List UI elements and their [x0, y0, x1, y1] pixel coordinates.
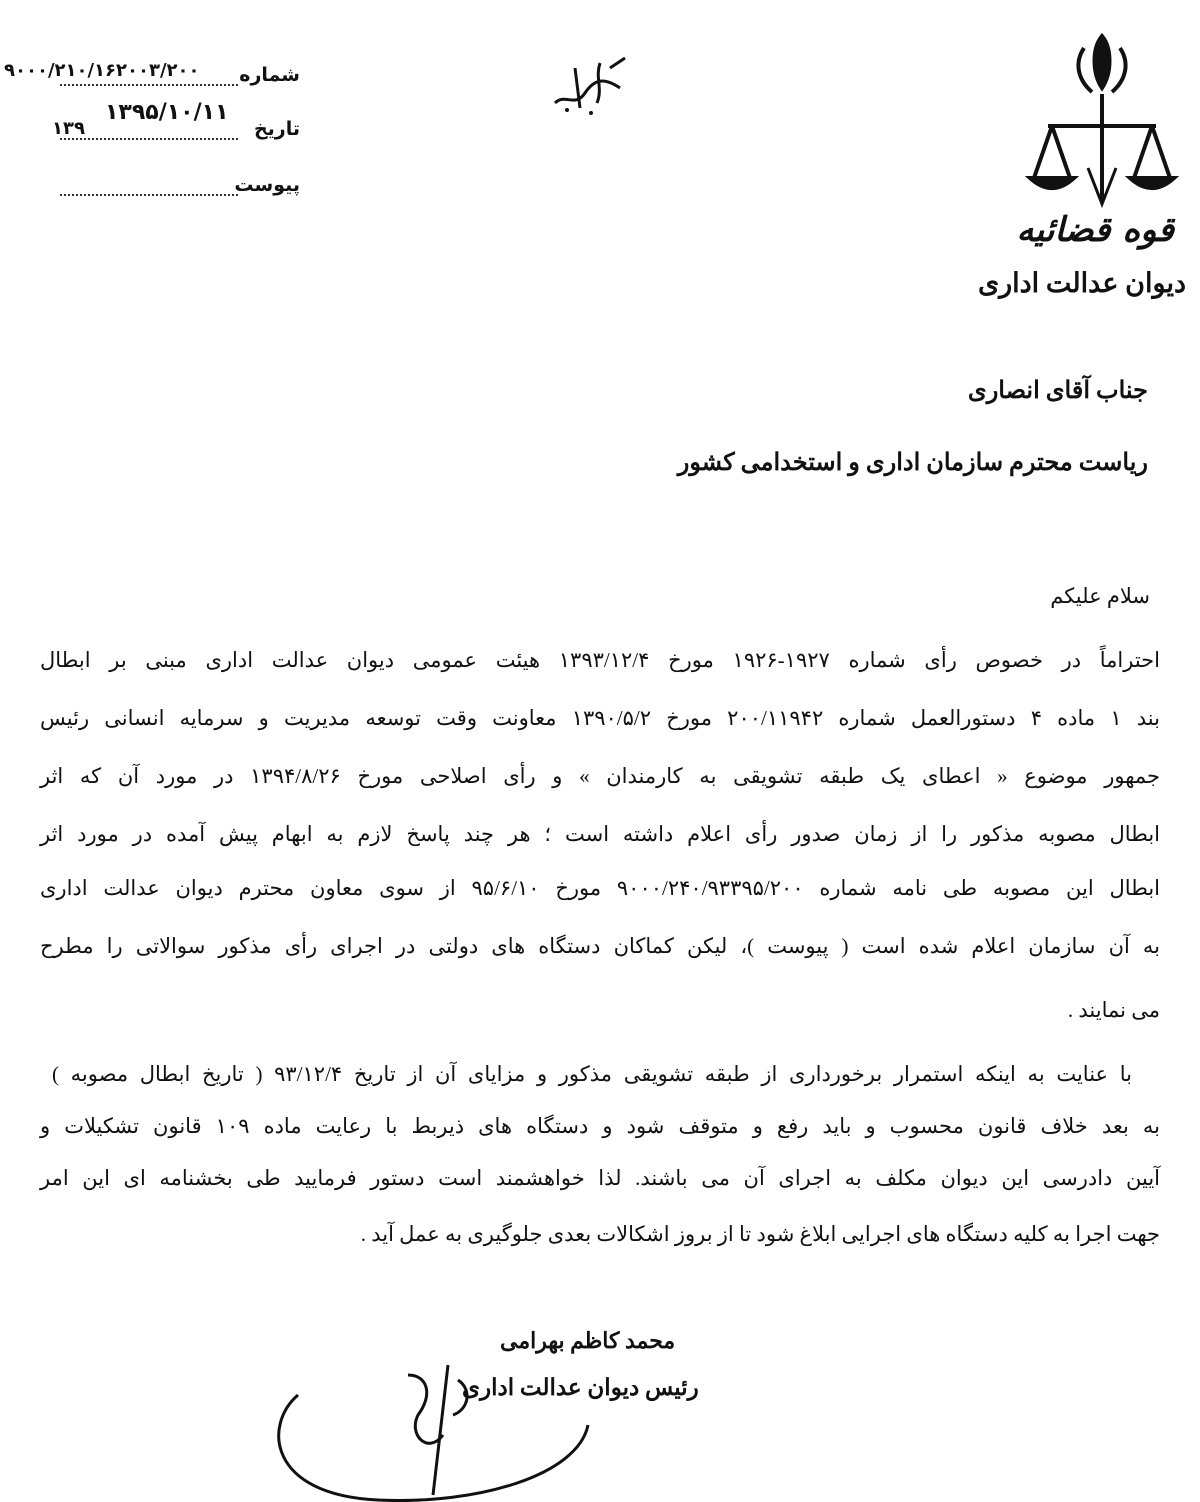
paragraph-line: می نمایند .	[1067, 998, 1160, 1022]
paragraph-line: به بعد خلاف قانون محسوب و باید رفع و متوقف شود و دستگاه های ذیربط با رعایت ماده ۱۰۹ قانون تشکیلات و	[40, 1114, 1160, 1138]
paragraph-line: بند ۱ ماده ۴ دستورالعمل شماره ۲۰۰/۱۱۹۴۲ مورخ ۱۳۹۰/۵/۲ معاونت وقت توسعه مدیریت و سرمایه انسانی رئیس	[40, 706, 1160, 730]
letter-date-value: ۱۳۹۵/۱۰/۱۱	[105, 100, 229, 125]
paragraph-line: احتراماً در خصوص رأی شماره ۱۹۲۷-۱۹۲۶ مورخ ۱۳۹۳/۱۲/۴ هیئت عمومی دیوان عدالت اداری مبنی بر ابطال	[40, 648, 1161, 672]
letter-number-label: شماره	[239, 64, 300, 86]
letter-date-row	[0, 100, 300, 152]
paragraph-line: جمهور موضوع « اعطای یک طبقه تشویقی به کارمندان » و رأی اصلاحی مورخ ۱۳۹۴/۸/۲۶ در مورد آن که اثر	[40, 764, 1160, 788]
court-name: دیوان عدالت اداری	[977, 268, 1186, 298]
signatory-title: رئیس دیوان عدالت اداری	[462, 1375, 699, 1400]
signatory-name: محمد کاظم بهرامی	[500, 1328, 676, 1353]
letter-number-row	[0, 58, 300, 98]
attachment-row	[0, 168, 300, 208]
dotted-line	[60, 84, 238, 86]
addressee-name: جناب آقای انصاری	[967, 378, 1148, 404]
addressee-title: ریاست محترم سازمان اداری و استخدامی کشور	[677, 450, 1148, 476]
dotted-line	[60, 138, 238, 140]
paragraph-line: آیین دادرسی این دیوان مکلف به اجرای آن می باشند. لذا خواهشمند است دستور فرمایید طی بخشنامه ای این امر	[40, 1166, 1160, 1190]
basmala-calligraphy	[545, 48, 635, 118]
attachment-label: پیوست	[234, 174, 300, 196]
salutation: سلام علیکم	[1050, 584, 1150, 608]
letter-date-prefix: ۱۳۹	[52, 118, 85, 139]
paragraph-line: به آن سازمان اعلام شده است ( پیوست )، لیکن کماکان دستگاه های دولتی در اجرای رأی مذکور سوالاتی را مطرح	[40, 934, 1160, 958]
letter-date-label: تاریخ	[253, 118, 300, 140]
paragraph-line: ابطال مصوبه مذکور را از زمان صدور رأی اعلام داشته است ؛ هر چند پاسخ لازم به ابهام پیش آمده در مورد اثر	[40, 822, 1161, 846]
judiciary-emblem-icon	[1022, 18, 1182, 228]
paragraph-line: جهت اجرا به کلیه دستگاه های اجرایی ابلاغ شود تا از بروز اشکالات بعدی جلوگیری به عمل آید .	[360, 1222, 1160, 1246]
paragraph-line: با عنایت به اینکه استمرار برخورداری از طبقه تشویقی مذکور و مزایای آن از تاریخ ۹۳/۱۲/۴ ( تاریخ ابطال مصوبه )	[52, 1062, 1132, 1086]
dotted-line	[60, 194, 238, 196]
letter-number-value: ۹۰۰۰/۲۱۰/۱۶۲۰۰۳/۲۰۰	[4, 60, 200, 81]
handwritten-signature	[258, 1355, 598, 1502]
judiciary-title: قوه قضائیه	[1016, 210, 1174, 250]
paragraph-line: ابطال این مصوبه طی نامه شماره ۹۰۰۰/۲۴۰/۹۳۳۹۵/۲۰۰ مورخ ۹۵/۶/۱۰ از سوی معاون محترم دیوان عدالت اداری	[40, 876, 1161, 900]
